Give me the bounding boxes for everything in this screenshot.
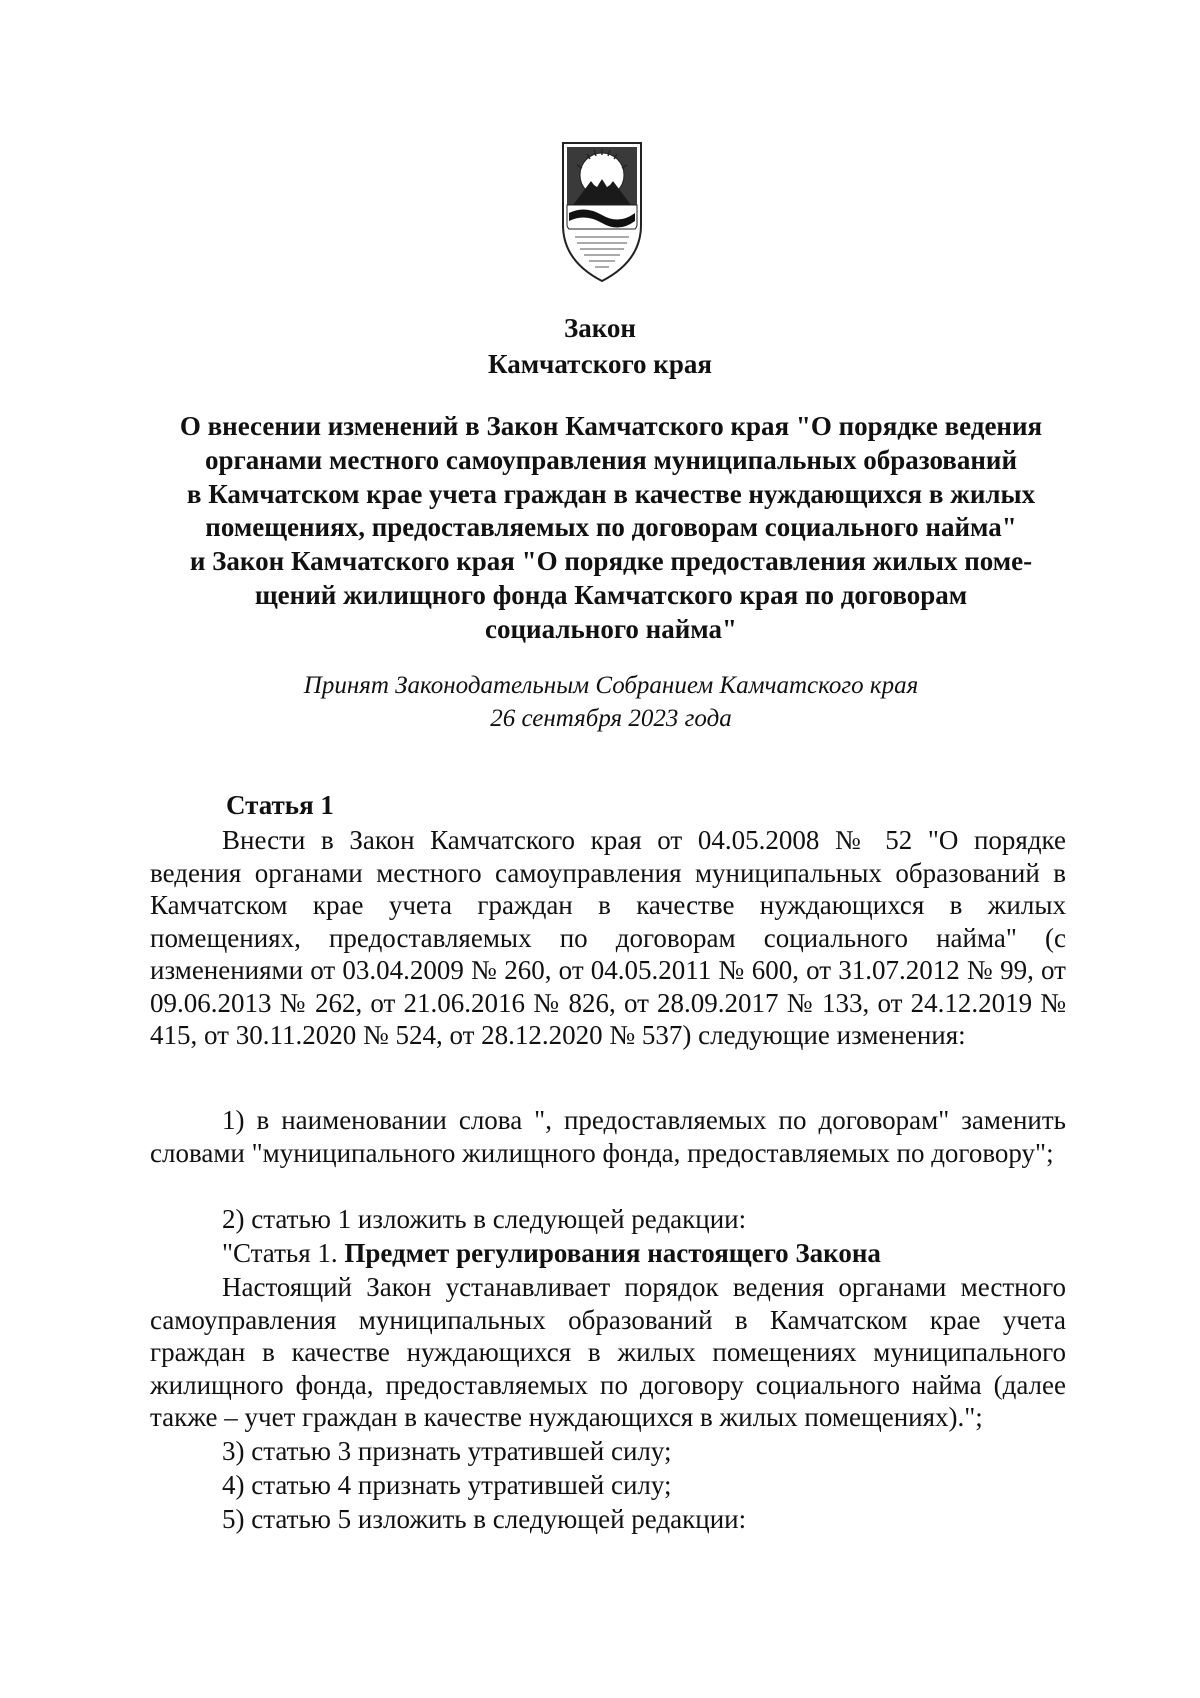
title-line: помещениях, предоставляемых по договорам социального найма" — [205, 512, 1017, 543]
title-line: в Камчатском крае учета граждан в качестве нуждающихся в жилых — [186, 478, 1036, 509]
quoted-article-heading — [150, 1237, 1066, 1270]
amendment-item-5 — [150, 1503, 1066, 1536]
quoted-article-title: Предмет регулирования настоящего Закона — [344, 1238, 881, 1268]
item-1-text: 1) в наименовании слова ", предоставляемых по договорам" заменить словами "муниципального жилищного фонда, предоставляемых по договору"; — [150, 1105, 1066, 1168]
amendment-item-1 — [150, 1104, 1066, 1169]
quoted-body-text: Настоящий Закон устанавливает порядок ведения органами местного самоуправления муниципальных образований в Камчатском крае учета граждан в качестве нуждающихся в жилых помещениях муниципального жилищного фонда, предоставляемых по договору социального найма (далее также – учет граждан в качестве нуждающихся в жилых помещениях)."; — [150, 1272, 1066, 1432]
title-line: и Закон Камчатского края "О порядке предоставления жилых поме- — [189, 546, 1033, 577]
adoption-body: Принят Законодательным Собранием Камчатского края — [303, 672, 919, 699]
title-line: щений жилищного фонда Камчатского края по договорам — [254, 579, 968, 610]
item-3-text: 3) статью 3 признать утратившей силу; — [222, 1436, 672, 1466]
quoted-article-body — [150, 1271, 1066, 1434]
quoted-article-number: "Статья 1. — [222, 1238, 338, 1268]
document-type: Закон — [563, 313, 636, 343]
amendment-item-3 — [150, 1435, 1066, 1468]
amendment-item-4 — [150, 1469, 1066, 1502]
adoption-date: 26 сентября 2023 года — [490, 705, 732, 732]
item-2-text: 2) статью 1 изложить в следующей редакции: — [222, 1204, 747, 1234]
law-title — [150, 410, 1072, 647]
title-line: органами местного самоуправления муниципальных образований — [204, 444, 1018, 475]
intro-paragraph: Внести в Закон Камчатского края от 04.05.2008 № 52 "О порядке ведения органами местного самоуправления муниципальных образований в Камчатском крае учета граждан в качестве нуждающихся в жилых помещениях, предоставляемых по договорам социального найма" (с изменениями от 03.04.2009 № 260, от 04.05.2011 № 600, от 31.07.2012 № 99, от 09.06.2013 № 262, от 21.06.2016 № 826, от 28.09.2017 № 133, от 24.12.2019 № 415, от 30.11.2020 № 524, от 28.12.2020 № 537) следующие изменения: — [150, 825, 1066, 1050]
item-4-text: 4) статью 4 признать утратившей силу; — [222, 1470, 672, 1500]
title-line: социального найма" — [485, 613, 737, 644]
item-5-text: 5) статью 5 изложить в следующей редакции: — [222, 1504, 747, 1534]
title-line: О внесении изменений в Закон Камчатского края "О порядке ведения — [179, 411, 1043, 441]
adoption-note — [200, 669, 1022, 735]
document-region: Камчатского края — [488, 349, 712, 379]
article-heading: Статья 1 — [226, 790, 334, 820]
article-intro — [150, 824, 1066, 1052]
coat-of-arms-icon — [561, 141, 643, 283]
amendment-item-2 — [150, 1203, 1066, 1236]
